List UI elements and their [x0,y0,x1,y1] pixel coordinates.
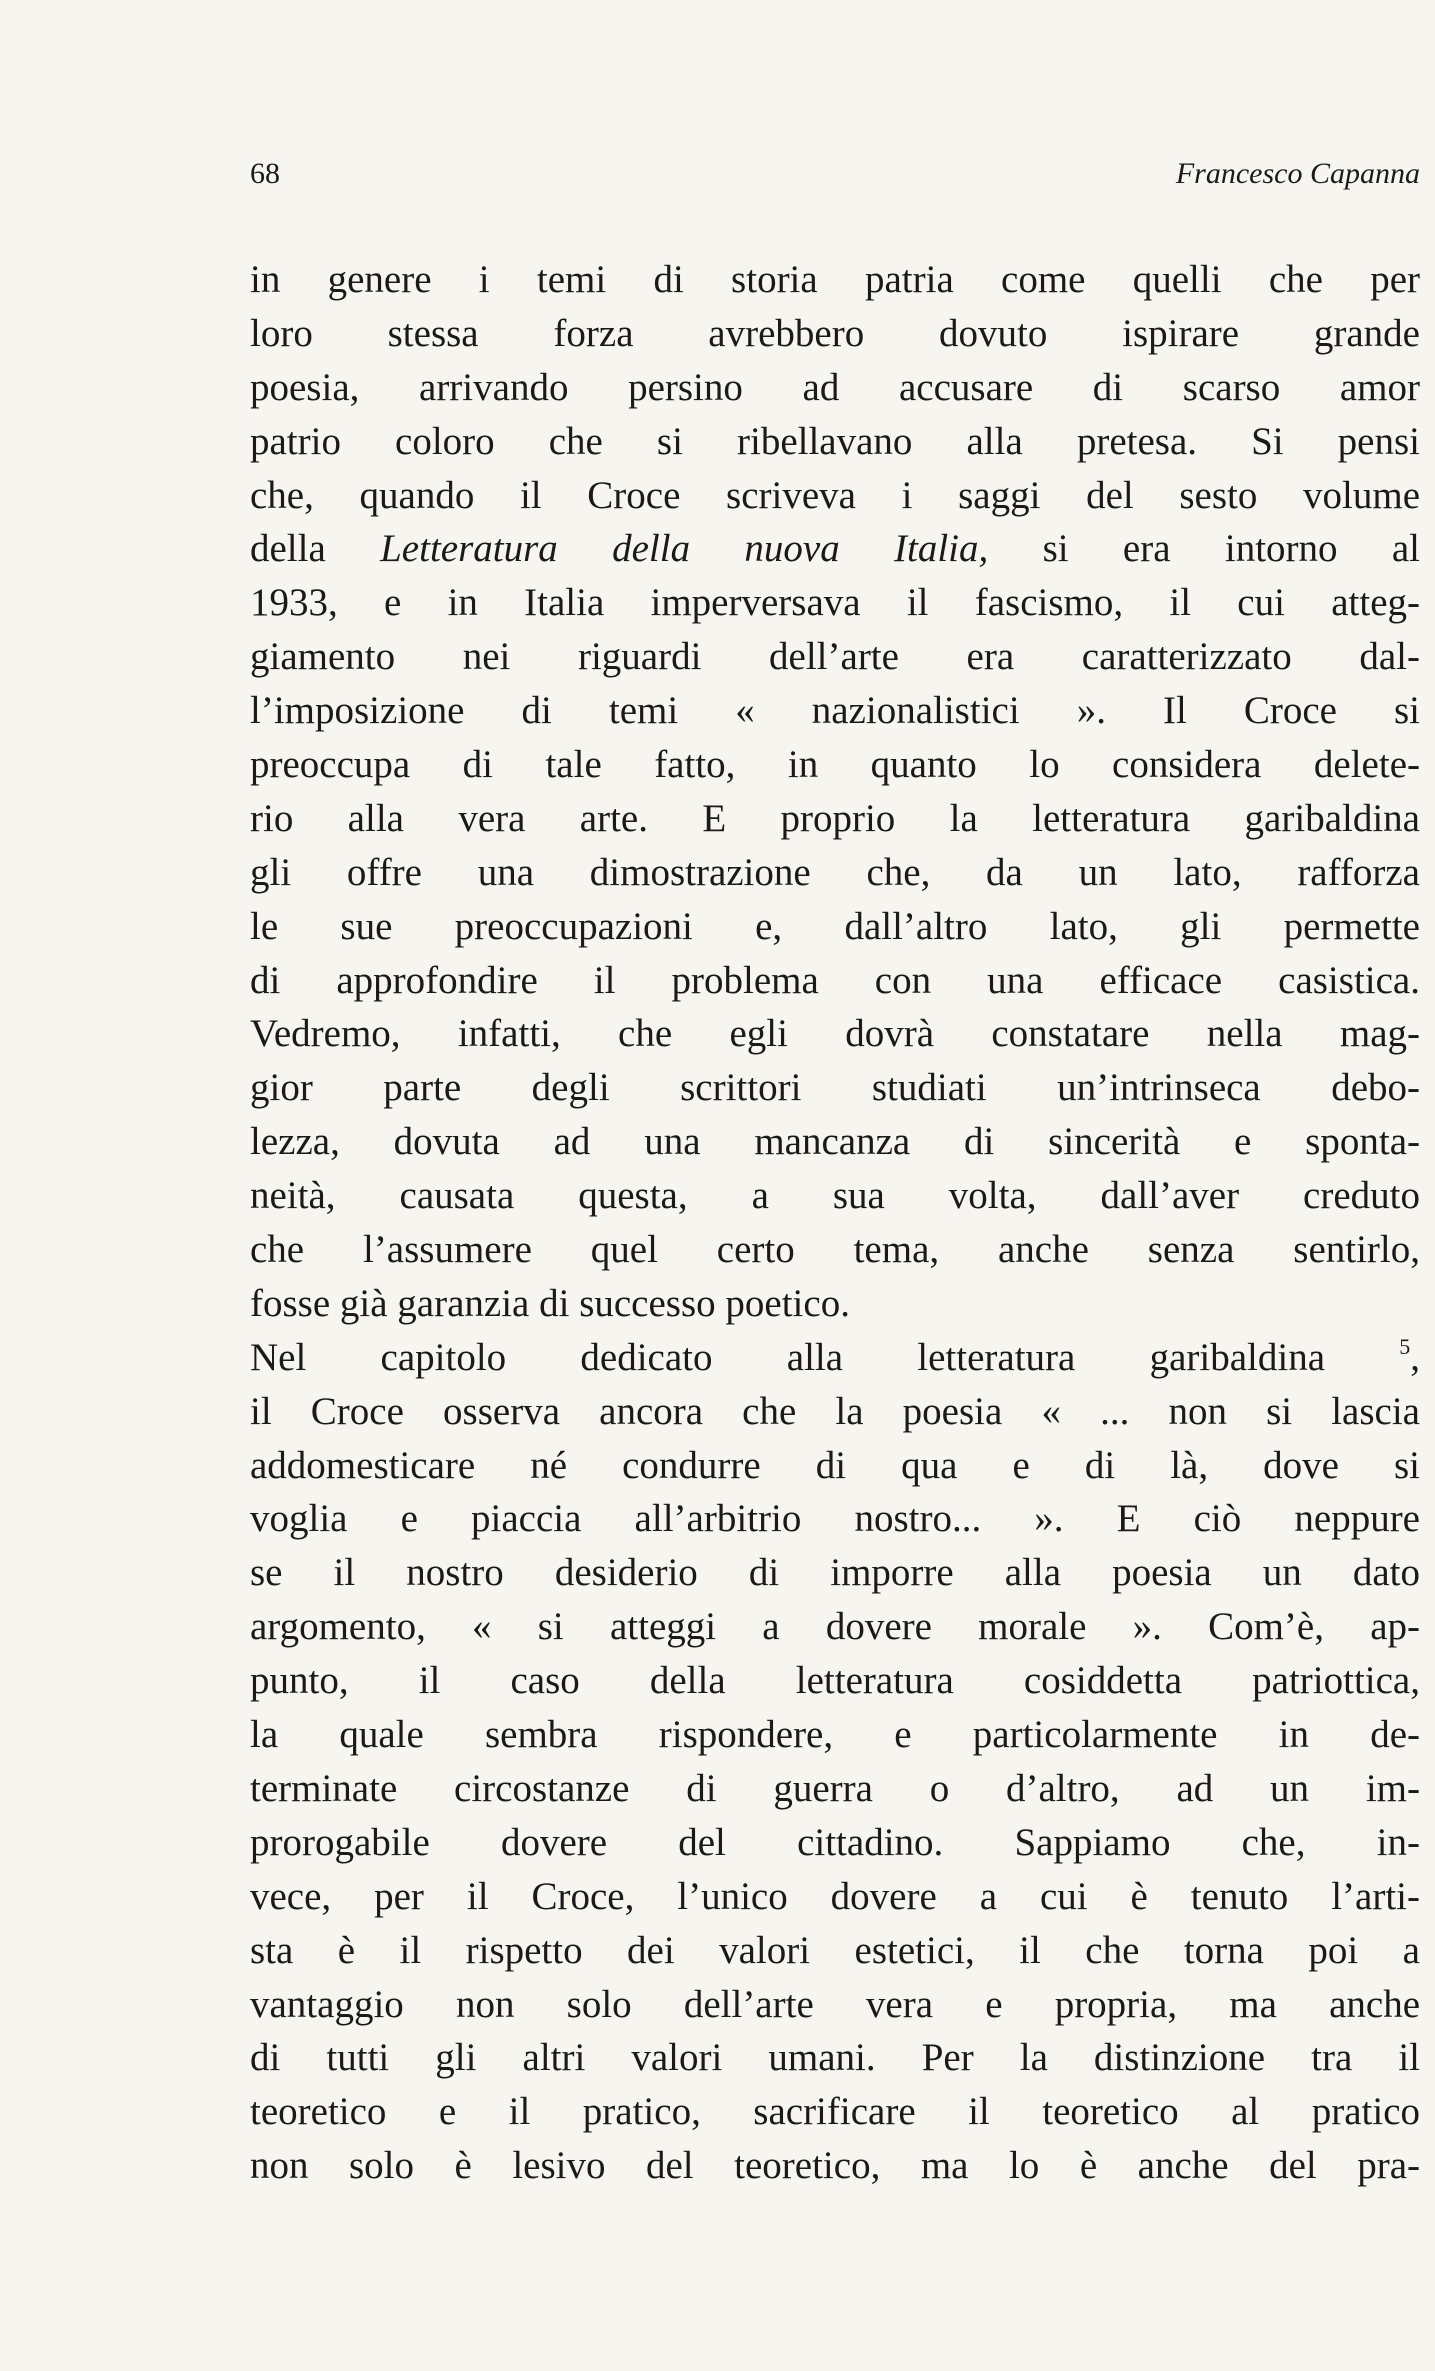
text-line: lezza, dovuta ad una mancanza di sincerità e sponta- [250,1120,1420,1164]
text-line: voglia e piaccia all’arbitrio nostro... ». E ciò neppure [250,1497,1420,1541]
text-line: rio alla vera arte. E proprio la letteratura garibaldina [250,796,1420,840]
text-line: terminate circostanze di guerra o d’altro, ad un im- [250,1766,1420,1810]
text-line: di tutti gli altri valori umani. Per la distinzione tra il [250,2036,1420,2080]
text-line: vantaggio non solo dell’arte vera e propria, ma anche [250,1982,1420,2026]
text-line: sta è il rispetto dei valori estetici, il che torna poi a [250,1928,1420,1972]
text-line-before: della [250,527,381,571]
text-line: in genere i temi di storia patria come quelli che per [250,258,1420,301]
text-line [250,1331,1420,1385]
text-line: gli offre una dimostrazione che, da un lato, rafforza [250,850,1420,894]
text-line: Vedremo, infatti, che egli dovrà constatare nella mag- [250,1012,1420,1056]
text-line: l’imposizione di temi « nazionalistici ». Il Croce si [250,689,1420,733]
text-line: la quale sembra rispondere, e particolarmente in de- [250,1713,1420,1757]
text-line-before: Nel capitolo dedicato alla letteratura garibaldina [250,1335,1400,1379]
text-line: che, quando il Croce scriveva i saggi del sesto volume [250,473,1420,517]
text-line: se il nostro desiderio di imporre alla poesia un dato [250,1551,1420,1595]
text-line: preoccupa di tale fatto, in quanto lo considera delete- [250,743,1420,787]
text-line: che l’assumere quel certo tema, anche senza sentirlo, [250,1228,1420,1272]
body-text [250,253,1420,2193]
running-title: Francesco Capanna [1175,157,1420,190]
text-line: fosse già garanzia di successo poetico. [250,1281,850,1325]
text-line: vece, per il Croce, l’unico dovere a cui è tenuto l’arti- [250,1874,1420,1918]
text-line: neità, causata questa, a sua volta, dall’aver creduto [250,1174,1420,1218]
text-line: gior parte degli scrittori studiati un’intrinseca debo- [250,1066,1420,1110]
page-number: 68 [250,157,280,190]
text-line: prorogabile dovere del cittadino. Sappiamo che, in- [250,1820,1420,1864]
text-line-after: , [1410,1335,1420,1379]
footnote-ref: 5 [1399,1333,1411,1359]
running-head [250,150,1420,198]
text-line: teoretico e il pratico, sacrificare il teoretico al pratico [250,2090,1420,2134]
text-line: 1933, e in Italia imperversava il fascismo, il cui atteg- [250,581,1420,625]
text-line: poesia, arrivando persino ad accusare di scarso amor [250,365,1420,409]
book-title-italic: Letteratura della nuova Italia, [380,527,989,571]
text-line: addomesticare né condurre di qua e di là, dove si [250,1443,1420,1487]
text-line: le sue preoccupazioni e, dall’altro lato, gli permette [250,904,1420,948]
text-line: loro stessa forza avrebbero dovuto ispirare grande [250,311,1420,355]
text-line [250,522,1420,576]
text-line: il Croce osserva ancora che la poesia « ... non si lascia [250,1389,1420,1433]
text-line-after: si era intorno al [988,527,1420,571]
text-line: di approfondire il problema con una efficace casistica. [250,958,1420,1002]
text-line: patrio coloro che si ribellavano alla pretesa. Si pensi [250,419,1420,463]
text-line: non solo è lesivo del teoretico, ma lo è anche del pra- [250,2144,1420,2188]
text-line: giamento nei riguardi dell’arte era caratterizzato dal- [250,635,1420,679]
text-line: argomento, « si atteggi a dovere morale ». Com’è, ap- [250,1605,1420,1649]
text-line: punto, il caso della letteratura cosiddetta patriottica, [250,1659,1420,1703]
